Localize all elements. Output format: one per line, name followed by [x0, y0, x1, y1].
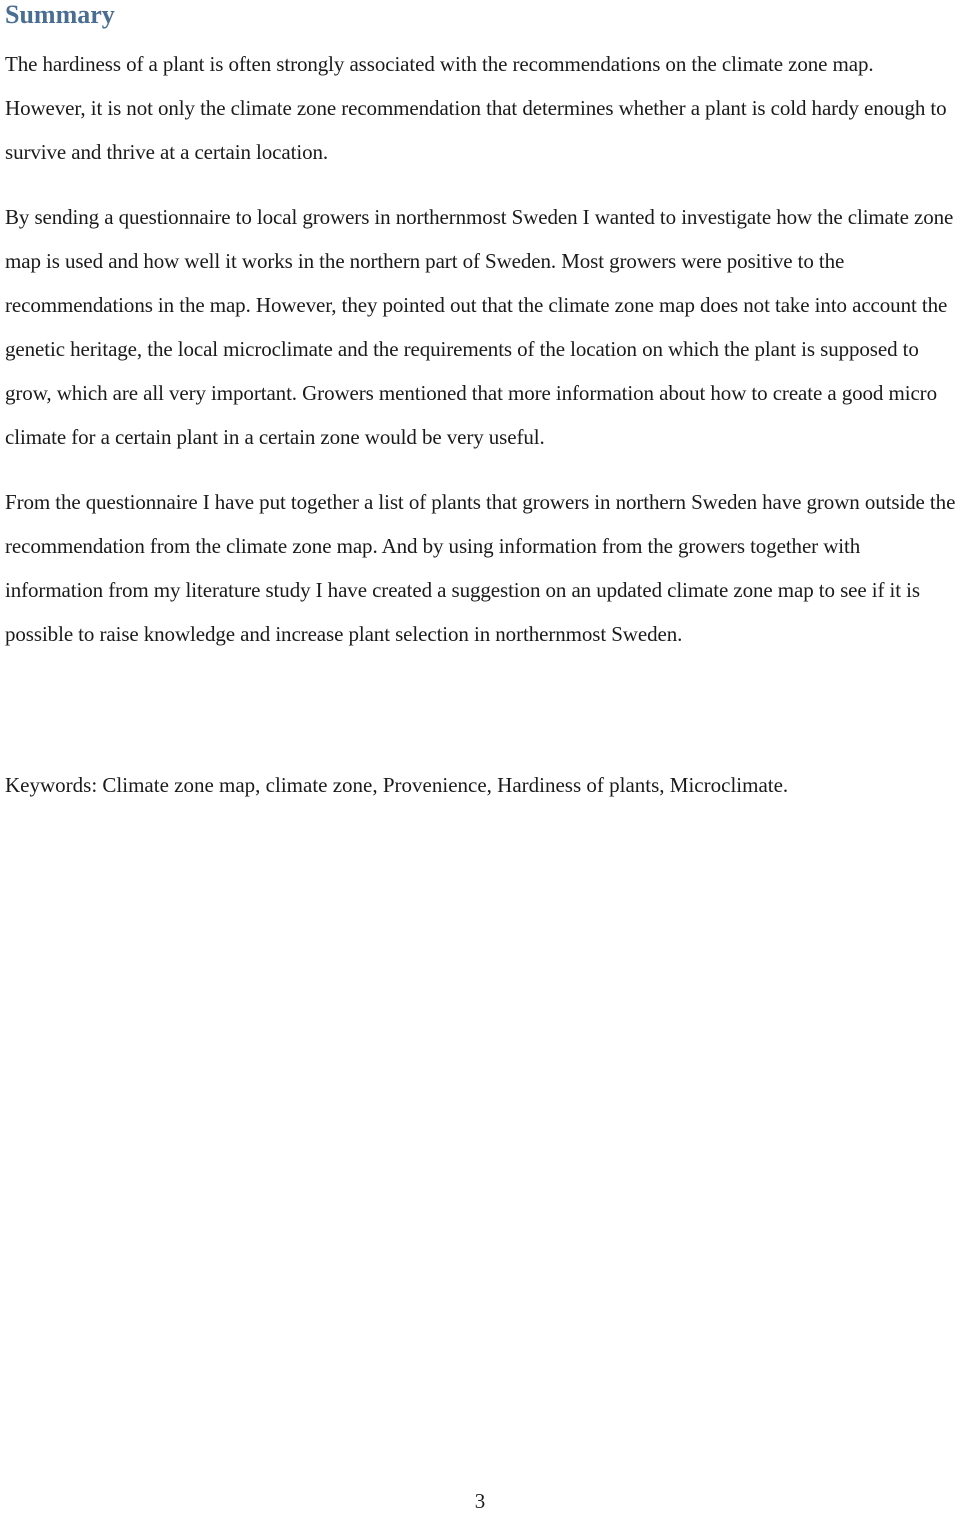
summary-paragraph-1: The hardiness of a plant is often strongly associated with the recommendations on the climate zone map. However, it is not only the climate zone recommendation that determines whether a plant is cold hardy enough to survive and thrive at a certain location.: [5, 52, 947, 164]
section-heading: Summary: [5, 0, 115, 29]
page-number: 3: [474, 1489, 486, 1513]
keywords-line: Keywords: Climate zone map, climate zone, Provenience, Hardiness of plants, Microclimate.: [5, 773, 789, 797]
summary-paragraph-2: By sending a questionnaire to local growers in northernmost Sweden I wanted to investigate how the climate zone map is used and how well it works in the northern part of Sweden. Most growers were positive to the recommendations in the map. However, they pointed out that the climate zone map does not take into account the genetic heritage, the local microclimate and the requirements of the location on which the plant is supposed to grow, which are all very important. Growers mentioned that more information about how to create a good micro climate for a certain plant in a certain zone would be very useful.: [5, 205, 954, 449]
summary-paragraph-3: From the questionnaire I have put together a list of plants that growers in northern Sweden have grown outside the recommendation from the climate zone map. And by using information from the growers together with information from my literature study I have created a suggestion on an updated climate zone map to see if it is possible to raise knowledge and increase plant selection in northernmost Sweden.: [5, 490, 956, 646]
